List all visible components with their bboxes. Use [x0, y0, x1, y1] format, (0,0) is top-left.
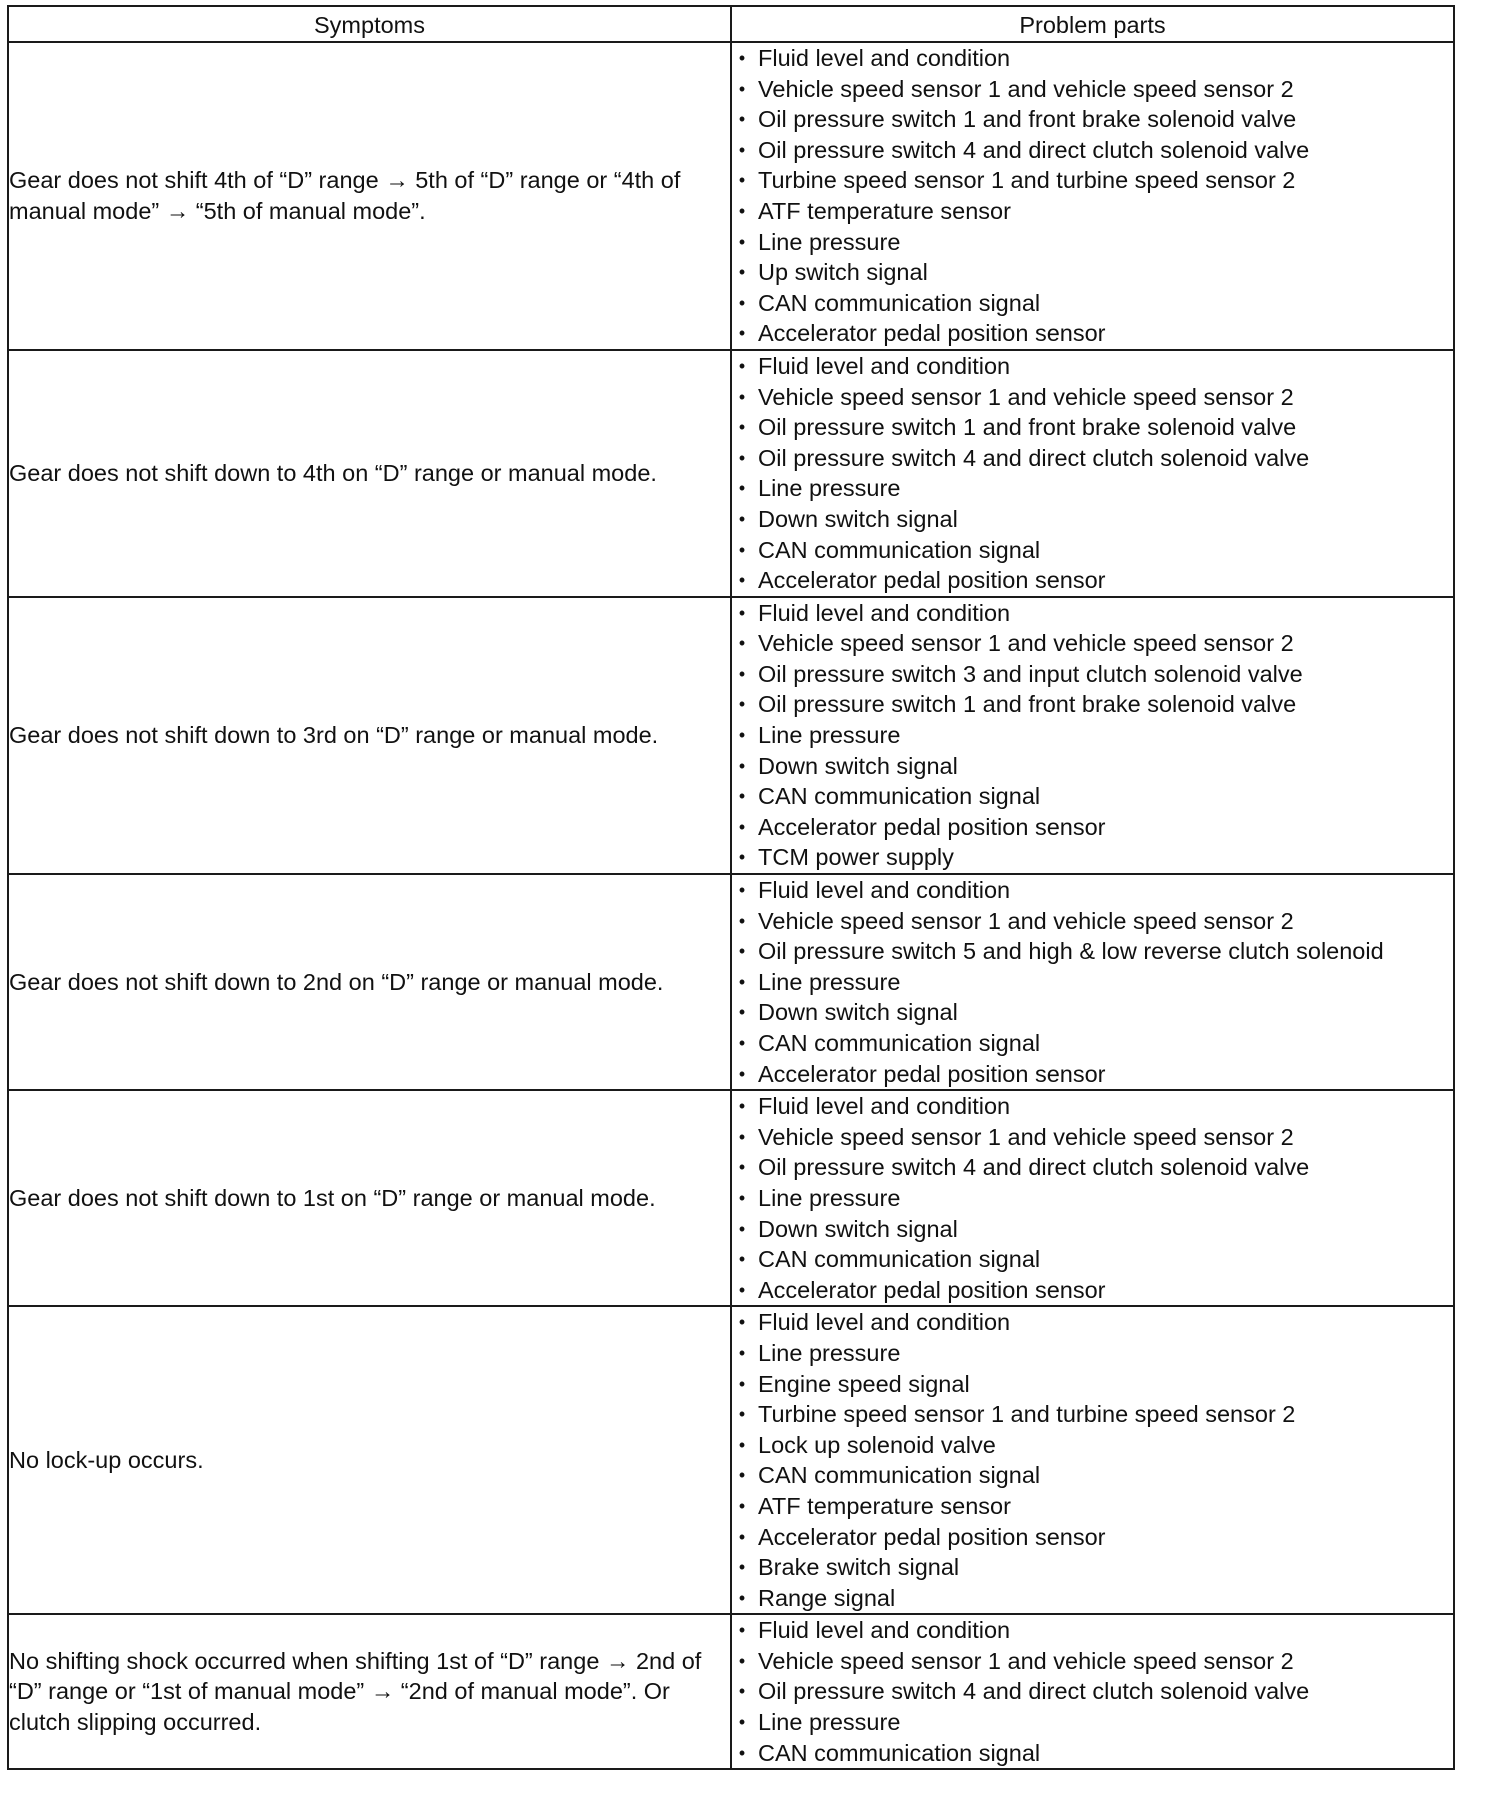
problem-part-item [732, 382, 1453, 413]
bullet-icon: • [738, 1126, 746, 1147]
problem-part-text: Oil pressure switch 3 and input clutch solenoid valve [758, 660, 1303, 687]
problem-part-text: Vehicle speed sensor 1 and vehicle speed sensor 2 [758, 383, 1294, 410]
problem-part-item [732, 906, 1453, 937]
problem-part-item [732, 43, 1453, 74]
table-row [8, 42, 1454, 350]
problem-part-item [732, 1399, 1453, 1430]
problem-part-item [732, 1122, 1453, 1153]
problem-part-item [732, 504, 1453, 535]
problem-part-item [732, 781, 1453, 812]
problem-part-item [732, 1091, 1453, 1122]
bullet-icon: • [738, 109, 746, 130]
problem-part-text: Line pressure [758, 475, 901, 502]
bullet-icon: • [738, 48, 746, 68]
problem-parts-cell [731, 350, 1454, 597]
bullet-icon: • [738, 1218, 746, 1239]
problem-part-item [732, 288, 1453, 319]
bullet-icon: • [738, 508, 746, 529]
problem-part-item [732, 1307, 1453, 1338]
problem-part-item [732, 1183, 1453, 1214]
problem-part-item [732, 751, 1453, 782]
problem-part-item [732, 1214, 1453, 1245]
bullet-icon: • [738, 755, 746, 776]
bullet-icon: • [738, 694, 746, 715]
problem-part-item [732, 1338, 1453, 1369]
problem-part-item [732, 1646, 1453, 1677]
symptom-cell: Gear does not shift down to 4th on “D” range or manual mode. [8, 350, 731, 597]
problem-part-item [732, 1059, 1453, 1090]
problem-parts-cell [731, 42, 1454, 350]
bullet-icon: • [738, 1033, 746, 1053]
symptom-cell: Gear does not shift down to 2nd on “D” range or manual mode. [8, 874, 731, 1090]
bullet-icon: • [738, 417, 746, 438]
problem-part-text: Down switch signal [758, 1215, 958, 1242]
problem-parts-list [732, 1615, 1453, 1768]
problem-part-item [732, 1430, 1453, 1461]
problem-part-item [732, 351, 1453, 382]
problem-part-text: Vehicle speed sensor 1 and vehicle speed sensor 2 [758, 1647, 1294, 1674]
problem-part-text: Fluid level and condition [758, 1617, 1011, 1644]
problem-part-item [732, 936, 1453, 967]
bullet-icon: • [738, 1002, 746, 1023]
problem-part-text: Line pressure [758, 1184, 901, 1211]
problem-part-item [732, 812, 1453, 843]
bullet-icon: • [738, 1465, 746, 1486]
symptom-cell: Gear does not shift down to 1st on “D” range or manual mode. [8, 1090, 731, 1306]
table-row [8, 1614, 1454, 1769]
problem-part-text: Line pressure [758, 1339, 901, 1366]
problem-parts-cell [731, 874, 1454, 1090]
bullet-icon: • [738, 786, 746, 807]
symptoms-problem-parts-table [7, 5, 1455, 1770]
table-row [8, 1090, 1454, 1306]
problem-part-item [732, 1028, 1453, 1059]
problem-part-text: Accelerator pedal position sensor [758, 1523, 1106, 1550]
bullet-icon: • [738, 1096, 746, 1117]
bullet-icon: • [738, 1557, 746, 1578]
problem-part-text: Oil pressure switch 5 and high & low reverse clutch solenoid [758, 938, 1384, 965]
problem-part-item [732, 318, 1453, 349]
problem-part-item [732, 1738, 1453, 1769]
problem-part-item [732, 74, 1453, 105]
bullet-icon: • [738, 725, 746, 746]
problem-part-text: Line pressure [758, 1709, 901, 1736]
bullet-icon: • [738, 1157, 746, 1178]
problem-part-text: Oil pressure switch 1 and front brake solenoid valve [758, 106, 1297, 133]
problem-part-text: CAN communication signal [758, 1462, 1041, 1489]
problem-part-item [732, 412, 1453, 443]
problem-part-text: Fluid level and condition [758, 1309, 1011, 1336]
problem-parts-cell [731, 597, 1454, 874]
problem-parts-list [732, 1091, 1453, 1305]
problem-part-item [732, 1707, 1453, 1738]
problem-part-item [732, 196, 1453, 227]
problem-part-text: Vehicle speed sensor 1 and vehicle speed sensor 2 [758, 630, 1294, 657]
problem-part-text: Oil pressure switch 4 and direct clutch solenoid valve [758, 136, 1310, 163]
problem-part-item [732, 165, 1453, 196]
problem-part-text: Oil pressure switch 1 and front brake solenoid valve [758, 414, 1297, 441]
problem-part-item [732, 720, 1453, 751]
bullet-icon: • [738, 1063, 746, 1084]
problem-part-text: Line pressure [758, 968, 901, 995]
bullet-icon: • [738, 847, 746, 868]
problem-part-text: ATF temperature sensor [758, 197, 1011, 224]
problem-part-text: Down switch signal [758, 752, 958, 779]
problem-part-item [732, 875, 1453, 906]
table-row [8, 350, 1454, 597]
bullet-icon: • [738, 570, 746, 591]
bullet-icon: • [738, 1279, 746, 1300]
bullet-icon: • [738, 1712, 746, 1733]
problem-parts-list [732, 875, 1453, 1089]
bullet-icon: • [738, 880, 746, 901]
problem-part-text: Vehicle speed sensor 1 and vehicle speed sensor 2 [758, 907, 1294, 934]
problem-part-text: Fluid level and condition [758, 352, 1011, 379]
bullet-icon: • [738, 170, 746, 191]
problem-part-text: Accelerator pedal position sensor [758, 320, 1106, 347]
bullet-icon: • [738, 1495, 746, 1516]
problem-part-text: Oil pressure switch 4 and direct clutch solenoid valve [758, 1154, 1310, 1181]
problem-part-item [732, 1491, 1453, 1522]
problem-part-text: Range signal [758, 1584, 896, 1611]
bullet-icon: • [738, 1373, 746, 1394]
problem-part-text: Engine speed signal [758, 1370, 970, 1397]
problem-part-text: CAN communication signal [758, 289, 1041, 316]
bullet-icon: • [738, 1620, 746, 1641]
bullet-icon: • [738, 292, 746, 313]
bullet-icon: • [738, 1681, 746, 1702]
problem-parts-list [732, 1307, 1453, 1613]
bullet-icon: • [738, 1587, 746, 1608]
problem-part-text: CAN communication signal [758, 536, 1041, 563]
bullet-icon: • [738, 1434, 746, 1455]
problem-part-item [732, 598, 1453, 629]
problem-part-text: Fluid level and condition [758, 1093, 1011, 1120]
bullet-icon: • [738, 78, 746, 99]
problem-part-item [732, 104, 1453, 135]
bullet-icon: • [738, 355, 746, 376]
problem-parts-cell [731, 1614, 1454, 1769]
problem-part-item [732, 257, 1453, 288]
bullet-icon: • [738, 386, 746, 407]
symptoms-column-header: Symptoms [8, 6, 731, 42]
problem-part-text: CAN communication signal [758, 1246, 1041, 1273]
problem-part-text: Fluid level and condition [758, 877, 1011, 904]
symptom-cell: No lock-up occurs. [8, 1306, 731, 1614]
problem-part-text: Accelerator pedal position sensor [758, 1060, 1106, 1087]
problem-part-item [732, 1676, 1453, 1707]
table-row [8, 874, 1454, 1090]
problem-part-text: ATF temperature sensor [758, 1492, 1011, 1519]
bullet-icon: • [738, 1249, 746, 1270]
problem-part-text: Fluid level and condition [758, 45, 1011, 71]
problem-parts-column-header: Problem parts [731, 6, 1454, 42]
symptom-cell: No shifting shock occurred when shifting 1st of “D” range → 2nd of “D” range or “1st of manual mode” → “2nd of manual mode”. Or clutch slipping occurred. [8, 1614, 731, 1769]
bullet-icon: • [738, 941, 746, 962]
bullet-icon: • [738, 231, 746, 252]
problem-part-text: Up switch signal [758, 259, 928, 286]
bullet-icon: • [738, 200, 746, 221]
problem-part-text: Accelerator pedal position sensor [758, 813, 1106, 840]
bullet-icon: • [738, 1342, 746, 1363]
problem-part-item [732, 689, 1453, 720]
problem-parts-cell [731, 1090, 1454, 1306]
bullet-icon: • [738, 1404, 746, 1425]
problem-part-text: Oil pressure switch 4 and direct clutch solenoid valve [758, 444, 1310, 471]
bullet-icon: • [738, 1526, 746, 1547]
problem-part-item [732, 565, 1453, 596]
problem-part-item [732, 1369, 1453, 1400]
table-header-row [8, 6, 1454, 42]
bullet-icon: • [738, 262, 746, 283]
problem-part-text: Oil pressure switch 1 and front brake solenoid valve [758, 691, 1297, 718]
bullet-icon: • [738, 539, 746, 560]
problem-part-text: Down switch signal [758, 999, 958, 1026]
problem-part-item [732, 535, 1453, 566]
problem-part-item [732, 1244, 1453, 1275]
bullet-icon: • [738, 447, 746, 468]
problem-part-text: Down switch signal [758, 505, 958, 532]
problem-part-item [732, 997, 1453, 1028]
problem-parts-list [732, 598, 1453, 873]
problem-part-item [732, 1460, 1453, 1491]
problem-part-item [732, 135, 1453, 166]
problem-part-item [732, 443, 1453, 474]
symptom-cell: Gear does not shift 4th of “D” range → 5th of “D” range or “4th of manual mode” → “5th of manual mode”. [8, 42, 731, 350]
problem-part-text: Line pressure [758, 228, 901, 255]
problem-part-item [732, 842, 1453, 873]
problem-part-item [732, 1152, 1453, 1183]
problem-part-item [732, 1522, 1453, 1553]
problem-part-text: Accelerator pedal position sensor [758, 567, 1106, 594]
problem-part-text: Fluid level and condition [758, 599, 1011, 626]
bullet-icon: • [738, 478, 746, 499]
table-body [8, 42, 1454, 1769]
problem-part-item [732, 1275, 1453, 1306]
table-row [8, 597, 1454, 874]
bullet-icon: • [738, 663, 746, 684]
problem-parts-cell [731, 1306, 1454, 1614]
bullet-icon: • [738, 139, 746, 160]
problem-part-text: Vehicle speed sensor 1 and vehicle speed sensor 2 [758, 1123, 1294, 1150]
problem-part-text: Vehicle speed sensor 1 and vehicle speed sensor 2 [758, 75, 1294, 102]
problem-part-item [732, 628, 1453, 659]
problem-part-item [732, 659, 1453, 690]
bullet-icon: • [738, 1312, 746, 1333]
problem-parts-list [732, 351, 1453, 596]
bullet-icon: • [738, 971, 746, 992]
problem-part-text: Oil pressure switch 4 and direct clutch solenoid valve [758, 1678, 1310, 1705]
problem-part-item [732, 1583, 1453, 1614]
problem-part-text: CAN communication signal [758, 1030, 1041, 1056]
problem-part-item [732, 473, 1453, 504]
bullet-icon: • [738, 323, 746, 344]
bullet-icon: • [738, 1187, 746, 1208]
problem-part-text: Accelerator pedal position sensor [758, 1276, 1106, 1303]
problem-part-item [732, 227, 1453, 258]
problem-part-text: Brake switch signal [758, 1554, 960, 1581]
problem-part-item [732, 967, 1453, 998]
problem-part-text: Turbine speed sensor 1 and turbine speed sensor 2 [758, 1401, 1296, 1428]
symptom-cell: Gear does not shift down to 3rd on “D” range or manual mode. [8, 597, 731, 874]
table-row [8, 1306, 1454, 1614]
problem-part-text: CAN communication signal [758, 1739, 1041, 1766]
problem-part-item [732, 1615, 1453, 1646]
bullet-icon: • [738, 1650, 746, 1671]
problem-part-text: Lock up solenoid valve [758, 1431, 996, 1458]
problem-parts-list [732, 43, 1453, 349]
problem-part-item [732, 1552, 1453, 1583]
problem-part-text: Turbine speed sensor 1 and turbine speed sensor 2 [758, 167, 1296, 194]
problem-part-text: Line pressure [758, 722, 901, 749]
bullet-icon: • [738, 633, 746, 654]
bullet-icon: • [738, 602, 746, 623]
problem-part-text: TCM power supply [758, 844, 954, 871]
bullet-icon: • [738, 816, 746, 837]
problem-part-text: CAN communication signal [758, 783, 1041, 810]
bullet-icon: • [738, 1742, 746, 1763]
bullet-icon: • [738, 910, 746, 931]
